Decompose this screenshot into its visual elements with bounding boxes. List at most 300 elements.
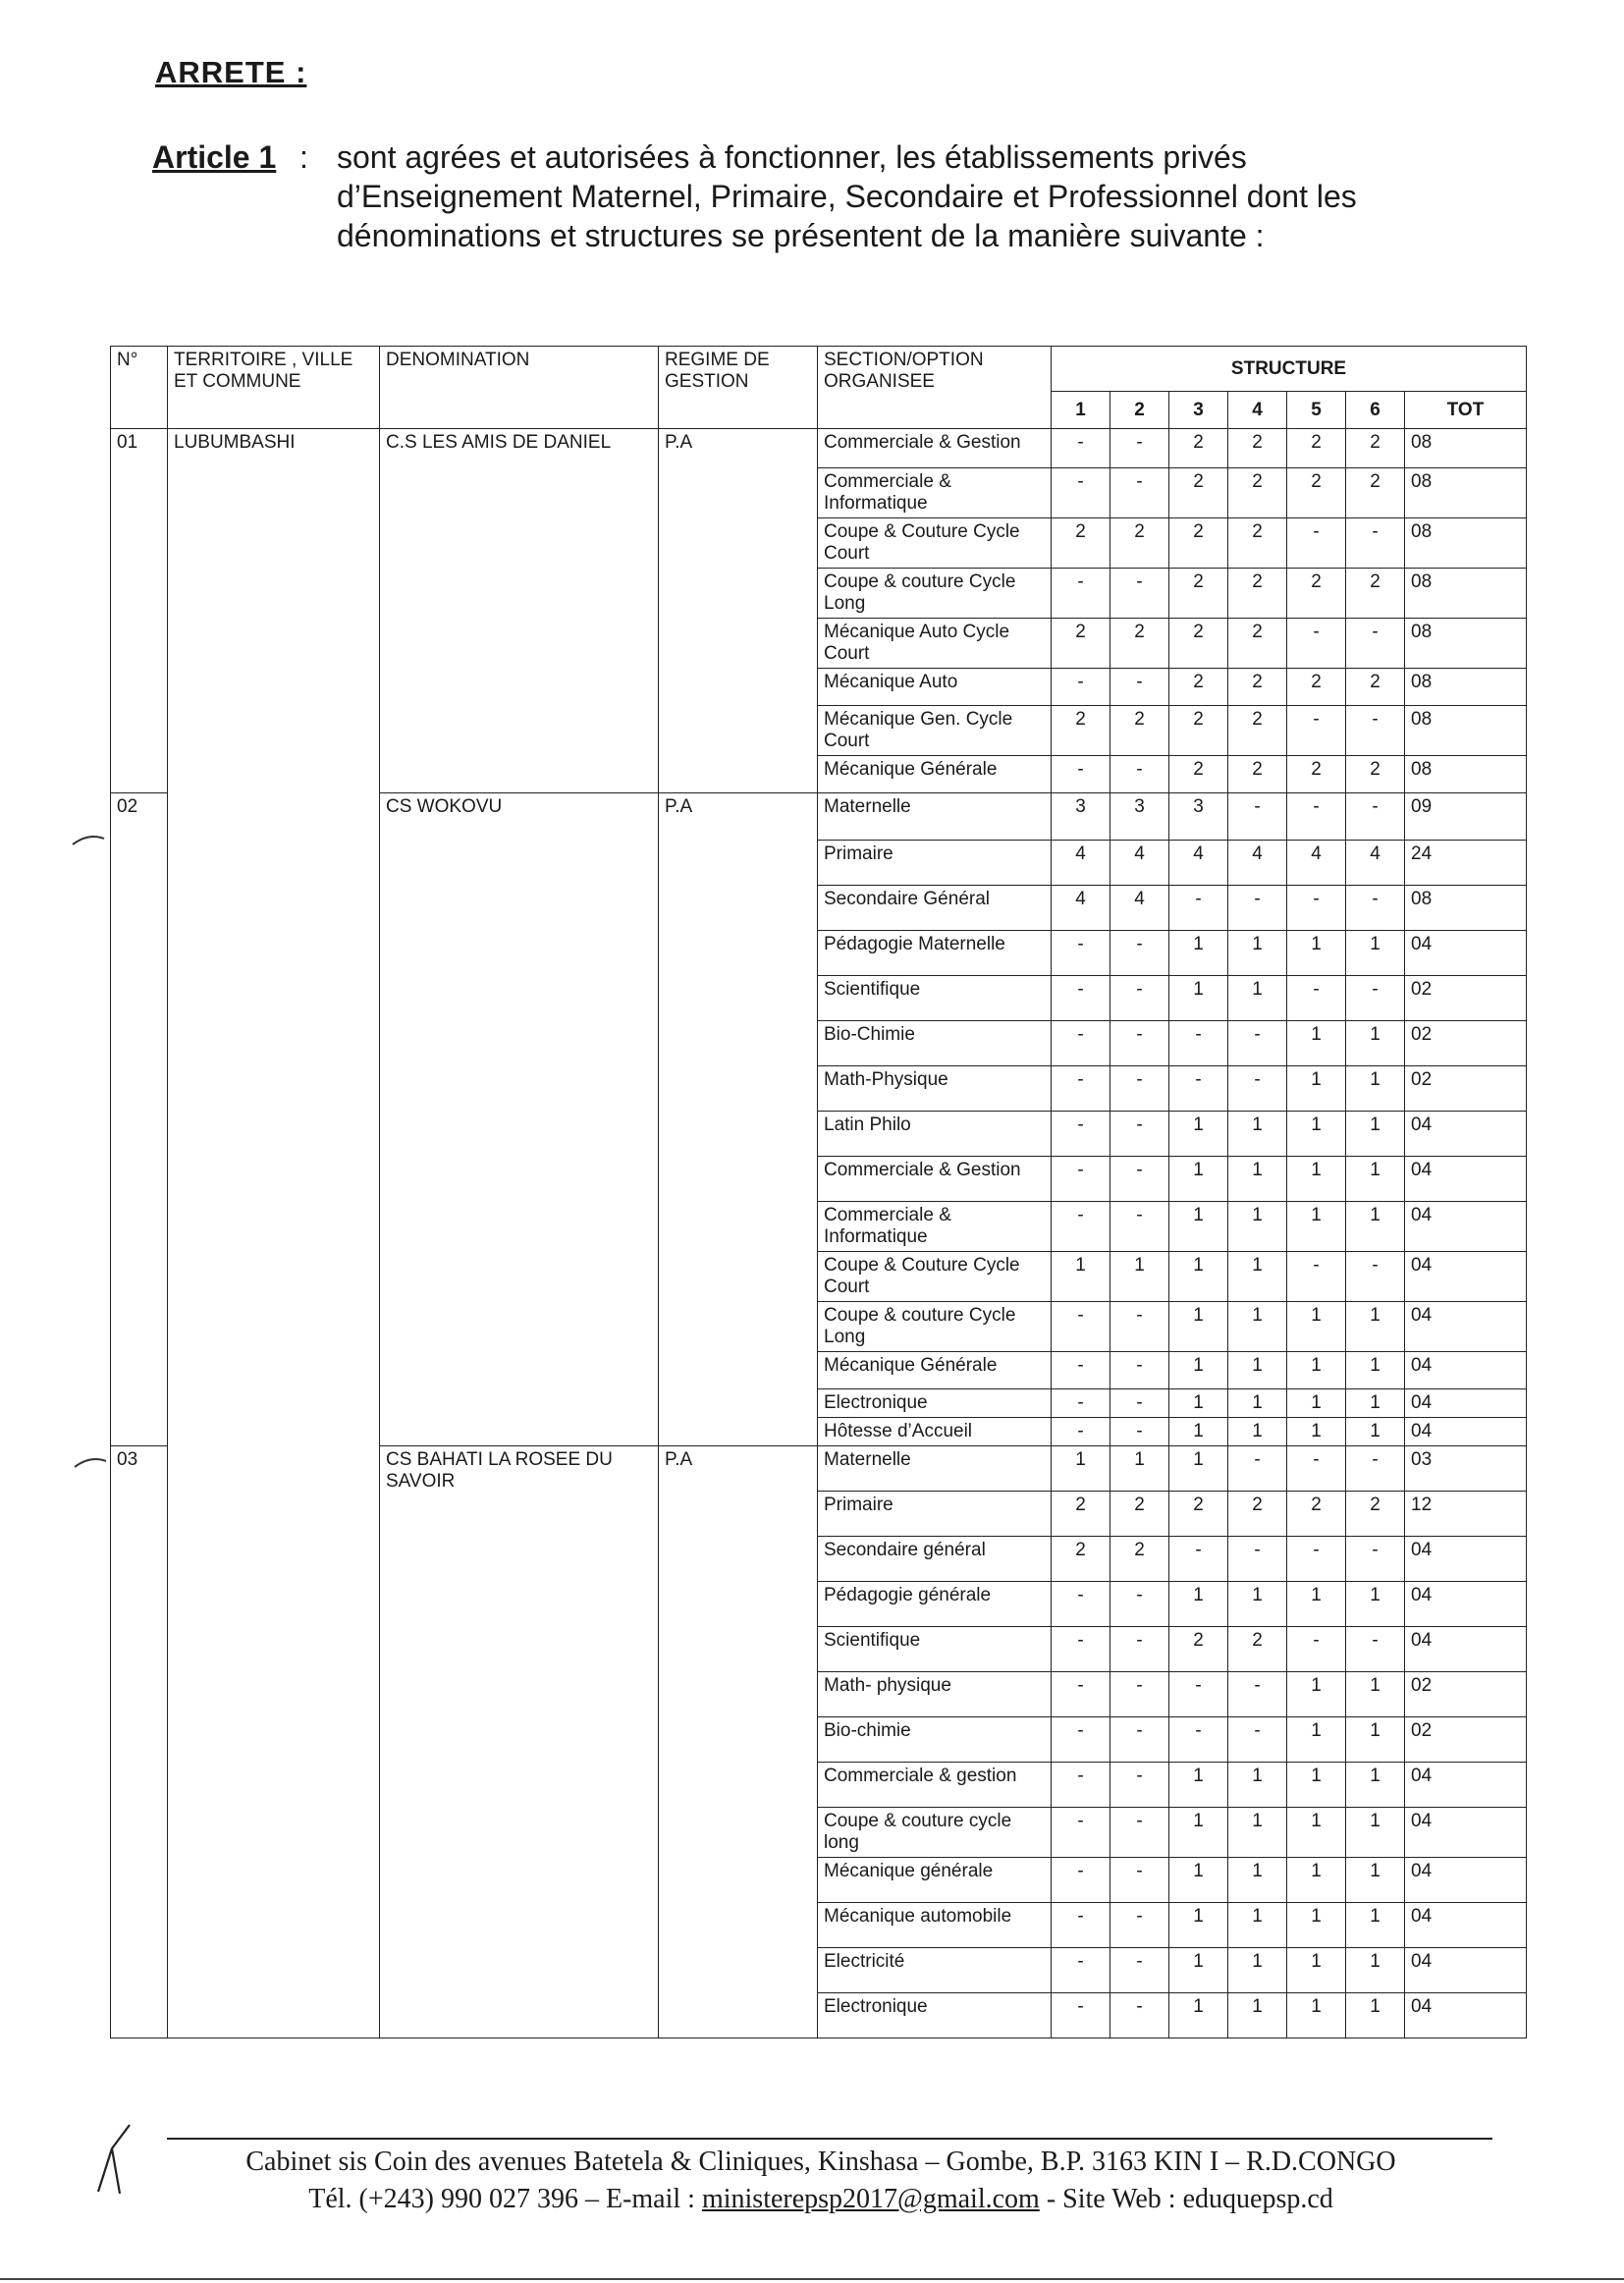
level-2-count: - (1110, 1717, 1169, 1763)
section-option: Coupe & couture Cycle Long (818, 1302, 1052, 1352)
header-num: N° (111, 347, 168, 429)
level-1-count: - (1052, 1808, 1110, 1858)
margin-tick (71, 833, 110, 848)
level-3-count: 2 (1169, 468, 1228, 518)
section-option: Mécanique Générale (818, 1352, 1052, 1389)
section-option: Commerciale & Gestion (818, 1157, 1052, 1202)
section-option: Coupe & Couture Cycle Court (818, 1252, 1052, 1302)
level-6-count: 1 (1346, 1066, 1405, 1112)
level-3-count: 2 (1169, 669, 1228, 706)
level-6-count: - (1346, 706, 1405, 756)
page-bottom-rule (0, 2278, 1624, 2280)
total-count: 08 (1405, 706, 1527, 756)
level-1-count: 1 (1052, 1252, 1110, 1302)
level-4-count: 2 (1228, 518, 1287, 569)
level-6-count: 1 (1346, 1021, 1405, 1066)
total-count: 08 (1405, 468, 1527, 518)
total-count: 04 (1405, 1112, 1527, 1157)
level-4-count: 2 (1228, 619, 1287, 669)
level-4-count: 2 (1228, 756, 1287, 793)
level-6-count: 2 (1346, 1492, 1405, 1537)
level-3-count: 1 (1169, 1446, 1228, 1492)
level-2-count: - (1110, 931, 1169, 976)
level-1-count: 1 (1052, 1446, 1110, 1492)
level-4-count: 1 (1228, 1993, 1287, 2038)
header-level-2: 2 (1110, 392, 1169, 429)
level-4-count: 2 (1228, 468, 1287, 518)
level-3-count: 1 (1169, 1302, 1228, 1352)
total-count: 08 (1405, 756, 1527, 793)
level-2-count: - (1110, 756, 1169, 793)
total-count: 08 (1405, 886, 1527, 931)
level-5-count: 2 (1287, 1492, 1346, 1537)
section-option: Maternelle (818, 1446, 1052, 1492)
section-option: Latin Philo (818, 1112, 1052, 1157)
total-count: 02 (1405, 1066, 1527, 1112)
level-3-count: 1 (1169, 1808, 1228, 1858)
level-2-count: - (1110, 976, 1169, 1021)
level-3-count: - (1169, 1066, 1228, 1112)
header-total: TOT (1405, 392, 1527, 429)
level-2-count: 1 (1110, 1252, 1169, 1302)
level-2-count: 3 (1110, 793, 1169, 841)
level-5-count: 2 (1287, 756, 1346, 793)
level-1-count: - (1052, 1066, 1110, 1112)
level-2-count: - (1110, 569, 1169, 619)
total-count: 04 (1405, 1903, 1527, 1948)
level-6-count: 1 (1346, 1112, 1405, 1157)
level-3-count: 2 (1169, 706, 1228, 756)
level-4-count: - (1228, 886, 1287, 931)
level-6-count: 1 (1346, 1672, 1405, 1717)
level-1-count: 3 (1052, 793, 1110, 841)
level-2-count: 2 (1110, 619, 1169, 669)
footer-divider (167, 2138, 1492, 2140)
level-3-count: 4 (1169, 841, 1228, 886)
level-2-count: - (1110, 429, 1169, 468)
school-regime: P.A (659, 429, 818, 793)
level-5-count: 1 (1287, 1808, 1346, 1858)
level-2-count: - (1110, 1903, 1169, 1948)
level-2-count: - (1110, 1672, 1169, 1717)
level-5-count: 1 (1287, 1389, 1346, 1418)
header-structure: STRUCTURE (1052, 347, 1527, 392)
level-4-count: 2 (1228, 1627, 1287, 1672)
level-1-count: - (1052, 1993, 1110, 2038)
level-2-count: - (1110, 1202, 1169, 1252)
level-5-count: 1 (1287, 1763, 1346, 1808)
level-2-count: 4 (1110, 841, 1169, 886)
level-4-count: - (1228, 1446, 1287, 1492)
level-6-count: 1 (1346, 1717, 1405, 1763)
level-1-count: - (1052, 931, 1110, 976)
level-4-count: - (1228, 1717, 1287, 1763)
section-option: Coupe & couture cycle long (818, 1808, 1052, 1858)
table-row (111, 429, 1527, 468)
total-count: 04 (1405, 1763, 1527, 1808)
level-5-count: - (1287, 976, 1346, 1021)
section-option: Commerciale & Informatique (818, 1202, 1052, 1252)
total-count: 02 (1405, 1021, 1527, 1066)
level-2-count: - (1110, 1389, 1169, 1418)
total-count: 04 (1405, 1157, 1527, 1202)
level-3-count: 1 (1169, 1112, 1228, 1157)
level-2-count: - (1110, 1948, 1169, 1993)
level-2-count: - (1110, 1627, 1169, 1672)
level-1-count: 4 (1052, 886, 1110, 931)
level-2-count: - (1110, 1112, 1169, 1157)
total-count: 04 (1405, 1808, 1527, 1858)
total-count: 04 (1405, 1352, 1527, 1389)
level-5-count: 1 (1287, 1021, 1346, 1066)
section-option: Commerciale & gestion (818, 1763, 1052, 1808)
level-5-count: 1 (1287, 1993, 1346, 2038)
total-count: 08 (1405, 569, 1527, 619)
level-6-count: - (1346, 1252, 1405, 1302)
level-1-count: 2 (1052, 706, 1110, 756)
level-4-count: 1 (1228, 1808, 1287, 1858)
header-denomination: DENOMINATION (380, 347, 659, 429)
level-3-count: 1 (1169, 1418, 1228, 1446)
level-6-count: 2 (1346, 429, 1405, 468)
level-3-count: 1 (1169, 1582, 1228, 1627)
total-count: 04 (1405, 1302, 1527, 1352)
level-4-count: 1 (1228, 931, 1287, 976)
level-1-count: 4 (1052, 841, 1110, 886)
level-2-count: 2 (1110, 1492, 1169, 1537)
section-option: Hôtesse d’Accueil (818, 1418, 1052, 1446)
level-5-count: 2 (1287, 429, 1346, 468)
level-3-count: 2 (1169, 619, 1228, 669)
level-3-count: 1 (1169, 1202, 1228, 1252)
total-count: 04 (1405, 1202, 1527, 1252)
section-option: Coupe & couture Cycle Long (818, 569, 1052, 619)
arrete-heading: ARRETE : (155, 55, 307, 89)
level-5-count: 1 (1287, 1858, 1346, 1903)
level-4-count: 1 (1228, 1948, 1287, 1993)
header-section: SECTION/OPTION ORGANISEE (818, 347, 1052, 429)
school-regime: P.A (659, 1446, 818, 2038)
level-4-count: 1 (1228, 1389, 1287, 1418)
section-option: Commerciale & Gestion (818, 429, 1052, 468)
level-4-count: 1 (1228, 1582, 1287, 1627)
total-count: 02 (1405, 1717, 1527, 1763)
level-2-count: - (1110, 1302, 1169, 1352)
header-level-5: 5 (1287, 392, 1346, 429)
level-1-count: - (1052, 569, 1110, 619)
section-option: Scientifique (818, 1627, 1052, 1672)
level-6-count: 1 (1346, 1302, 1405, 1352)
level-6-count: 1 (1346, 1202, 1405, 1252)
total-count: 04 (1405, 1418, 1527, 1446)
article-label: Article 1 (152, 139, 277, 175)
level-5-count: - (1287, 518, 1346, 569)
level-1-count: 2 (1052, 1537, 1110, 1582)
school-name: C.S LES AMIS DE DANIEL (380, 429, 659, 793)
section-option: Math- physique (818, 1672, 1052, 1717)
level-6-count: - (1346, 619, 1405, 669)
level-4-count: - (1228, 793, 1287, 841)
section-option: Electricité (818, 1948, 1052, 1993)
level-3-count: 2 (1169, 569, 1228, 619)
level-1-count: - (1052, 976, 1110, 1021)
level-1-count: - (1052, 1627, 1110, 1672)
level-6-count: 1 (1346, 1418, 1405, 1446)
level-6-count: 2 (1346, 669, 1405, 706)
level-6-count: - (1346, 1537, 1405, 1582)
section-option: Mécanique Auto Cycle Court (818, 619, 1052, 669)
section-option: Bio-Chimie (818, 1021, 1052, 1066)
level-5-count: 1 (1287, 1672, 1346, 1717)
school-name: CS BAHATI LA ROSEE DU SAVOIR (380, 1446, 659, 2038)
level-6-count: 1 (1346, 1948, 1405, 1993)
level-4-count: 1 (1228, 1418, 1287, 1446)
section-option: Maternelle (818, 793, 1052, 841)
level-5-count: 2 (1287, 569, 1346, 619)
level-3-count: 1 (1169, 1993, 1228, 2038)
level-1-count: - (1052, 1389, 1110, 1418)
level-6-count: 1 (1346, 1352, 1405, 1389)
section-option: Bio-chimie (818, 1717, 1052, 1763)
level-2-count: 1 (1110, 1446, 1169, 1492)
level-2-count: 2 (1110, 518, 1169, 569)
table-body (111, 429, 1527, 2038)
section-option: Pédagogie Maternelle (818, 931, 1052, 976)
total-count: 04 (1405, 931, 1527, 976)
total-count: 04 (1405, 1993, 1527, 2038)
level-2-count: - (1110, 1066, 1169, 1112)
header-level-4: 4 (1228, 392, 1287, 429)
level-3-count: 1 (1169, 1389, 1228, 1418)
level-4-count: 1 (1228, 1763, 1287, 1808)
level-4-count: 1 (1228, 1302, 1287, 1352)
level-6-count: - (1346, 1627, 1405, 1672)
level-4-count: 1 (1228, 1858, 1287, 1903)
total-count: 04 (1405, 1858, 1527, 1903)
level-4-count: 1 (1228, 1202, 1287, 1252)
level-2-count: - (1110, 1763, 1169, 1808)
level-2-count: - (1110, 1418, 1169, 1446)
level-6-count: - (1346, 793, 1405, 841)
footer-address: Cabinet sis Coin des avenues Batetela & Cliniques, Kinshasa – Gombe, B.P. 3163 KIN I – R.D.CONGO (245, 2147, 1396, 2177)
level-4-count: - (1228, 1021, 1287, 1066)
level-5-count: 1 (1287, 931, 1346, 976)
level-5-count: - (1287, 1446, 1346, 1492)
territory-cell: LUBUMBASHI (168, 429, 380, 2038)
level-5-count: 1 (1287, 1202, 1346, 1252)
level-3-count: - (1169, 1021, 1228, 1066)
level-1-count: - (1052, 1302, 1110, 1352)
section-option: Secondaire général (818, 1537, 1052, 1582)
level-2-count: - (1110, 1582, 1169, 1627)
level-1-count: - (1052, 1717, 1110, 1763)
level-1-count: - (1052, 1112, 1110, 1157)
level-3-count: 1 (1169, 1352, 1228, 1389)
level-6-count: 1 (1346, 1389, 1405, 1418)
footer-contact (183, 2181, 1459, 2218)
level-2-count: - (1110, 1993, 1169, 2038)
level-3-count: 3 (1169, 793, 1228, 841)
level-2-count: - (1110, 1021, 1169, 1066)
section-option: Mécanique Auto (818, 669, 1052, 706)
level-1-count: - (1052, 1021, 1110, 1066)
header-level-6: 6 (1346, 392, 1405, 429)
total-count: 02 (1405, 976, 1527, 1021)
level-5-count: 1 (1287, 1717, 1346, 1763)
section-option: Electronique (818, 1993, 1052, 2038)
level-5-count: 1 (1287, 1582, 1346, 1627)
level-6-count: - (1346, 976, 1405, 1021)
total-count: 04 (1405, 1582, 1527, 1627)
total-count: 24 (1405, 841, 1527, 886)
school-regime: P.A (659, 793, 818, 1446)
level-4-count: 1 (1228, 1112, 1287, 1157)
level-3-count: - (1169, 1537, 1228, 1582)
section-option: Pédagogie générale (818, 1582, 1052, 1627)
total-count: 08 (1405, 518, 1527, 569)
level-5-count: 1 (1287, 1352, 1346, 1389)
level-2-count: - (1110, 1157, 1169, 1202)
section-option: Primaire (818, 1492, 1052, 1537)
section-option: Secondaire Général (818, 886, 1052, 931)
level-5-count: 4 (1287, 841, 1346, 886)
section-option: Coupe & Couture Cycle Court (818, 518, 1052, 569)
level-4-count: 1 (1228, 1252, 1287, 1302)
level-5-count: - (1287, 886, 1346, 931)
level-6-count: - (1346, 886, 1405, 931)
total-count: 12 (1405, 1492, 1527, 1537)
level-2-count: - (1110, 1352, 1169, 1389)
level-6-count: 1 (1346, 1808, 1405, 1858)
header-level-1: 1 (1052, 392, 1110, 429)
level-3-count: 2 (1169, 756, 1228, 793)
school-index: 02 (111, 793, 168, 1446)
total-count: 08 (1405, 429, 1527, 468)
header-level-3: 3 (1169, 392, 1228, 429)
total-count: 04 (1405, 1627, 1527, 1672)
level-3-count: 1 (1169, 1858, 1228, 1903)
level-5-count: 1 (1287, 1903, 1346, 1948)
level-6-count: 2 (1346, 756, 1405, 793)
level-3-count: 1 (1169, 976, 1228, 1021)
level-4-count: - (1228, 1537, 1287, 1582)
level-5-count: 1 (1287, 1948, 1346, 1993)
header-territory: TERRITOIRE , VILLE ET COMMUNE (168, 347, 380, 429)
level-6-count: 4 (1346, 841, 1405, 886)
level-3-count: - (1169, 886, 1228, 931)
level-6-count: 2 (1346, 468, 1405, 518)
level-1-count: - (1052, 1418, 1110, 1446)
level-5-count: 1 (1287, 1066, 1346, 1112)
level-5-count: - (1287, 793, 1346, 841)
level-5-count: - (1287, 706, 1346, 756)
level-3-count: 2 (1169, 1627, 1228, 1672)
footer-site: - Site Web : eduquepsp.cd (1039, 2184, 1333, 2214)
level-2-count: - (1110, 1858, 1169, 1903)
total-count: 08 (1405, 669, 1527, 706)
section-option: Scientifique (818, 976, 1052, 1021)
level-3-count: 1 (1169, 1157, 1228, 1202)
level-5-count: 2 (1287, 669, 1346, 706)
section-option: Mécanique automobile (818, 1903, 1052, 1948)
level-2-count: 2 (1110, 1537, 1169, 1582)
level-1-count: 2 (1052, 518, 1110, 569)
level-4-count: 4 (1228, 841, 1287, 886)
level-4-count: 2 (1228, 429, 1287, 468)
level-3-count: 2 (1169, 429, 1228, 468)
level-2-count: - (1110, 669, 1169, 706)
article-colon: : (299, 139, 308, 175)
footer-email[interactable]: ministerepsp2017@gmail.com (701, 2184, 1040, 2214)
level-4-count: 2 (1228, 706, 1287, 756)
level-1-count: - (1052, 1672, 1110, 1717)
level-2-count: - (1110, 1808, 1169, 1858)
level-3-count: - (1169, 1672, 1228, 1717)
school-name: CS WOKOVU (380, 793, 659, 1446)
level-3-count: 1 (1169, 1903, 1228, 1948)
level-1-count: - (1052, 429, 1110, 468)
level-1-count: 2 (1052, 1492, 1110, 1537)
total-count: 08 (1405, 619, 1527, 669)
level-5-count: 1 (1287, 1302, 1346, 1352)
level-4-count: 1 (1228, 1352, 1287, 1389)
total-count: 03 (1405, 1446, 1527, 1492)
level-6-count: 1 (1346, 1993, 1405, 2038)
level-4-count: 2 (1228, 669, 1287, 706)
level-1-count: - (1052, 1903, 1110, 1948)
level-6-count: - (1346, 1446, 1405, 1492)
level-5-count: - (1287, 619, 1346, 669)
level-1-count: - (1052, 1157, 1110, 1202)
section-option: Primaire (818, 841, 1052, 886)
level-3-count: 1 (1169, 1948, 1228, 1993)
total-count: 04 (1405, 1537, 1527, 1582)
level-4-count: 1 (1228, 1903, 1287, 1948)
section-option: Electronique (818, 1389, 1052, 1418)
section-option: Commerciale & Informatique (818, 468, 1052, 518)
level-1-count: - (1052, 669, 1110, 706)
level-3-count: - (1169, 1717, 1228, 1763)
establishments-table (110, 346, 1527, 2038)
level-6-count: 1 (1346, 1582, 1405, 1627)
level-5-count: 2 (1287, 468, 1346, 518)
level-2-count: 2 (1110, 706, 1169, 756)
level-6-count: 1 (1346, 931, 1405, 976)
level-1-count: - (1052, 1202, 1110, 1252)
level-1-count: - (1052, 1858, 1110, 1903)
level-5-count: - (1287, 1537, 1346, 1582)
total-count: 09 (1405, 793, 1527, 841)
total-count: 02 (1405, 1672, 1527, 1717)
section-option: Math-Physique (818, 1066, 1052, 1112)
level-5-count: - (1287, 1627, 1346, 1672)
level-3-count: 1 (1169, 1763, 1228, 1808)
footer (183, 2144, 1459, 2218)
level-1-count: - (1052, 1582, 1110, 1627)
level-1-count: - (1052, 1948, 1110, 1993)
level-6-count: 2 (1346, 569, 1405, 619)
level-3-count: 1 (1169, 931, 1228, 976)
level-5-count: 1 (1287, 1157, 1346, 1202)
level-2-count: - (1110, 468, 1169, 518)
total-count: 04 (1405, 1948, 1527, 1993)
total-count: 04 (1405, 1389, 1527, 1418)
level-6-count: - (1346, 518, 1405, 569)
section-option: Mécanique Gen. Cycle Court (818, 706, 1052, 756)
level-4-count: - (1228, 1672, 1287, 1717)
level-1-count: 2 (1052, 619, 1110, 669)
section-option: Mécanique générale (818, 1858, 1052, 1903)
